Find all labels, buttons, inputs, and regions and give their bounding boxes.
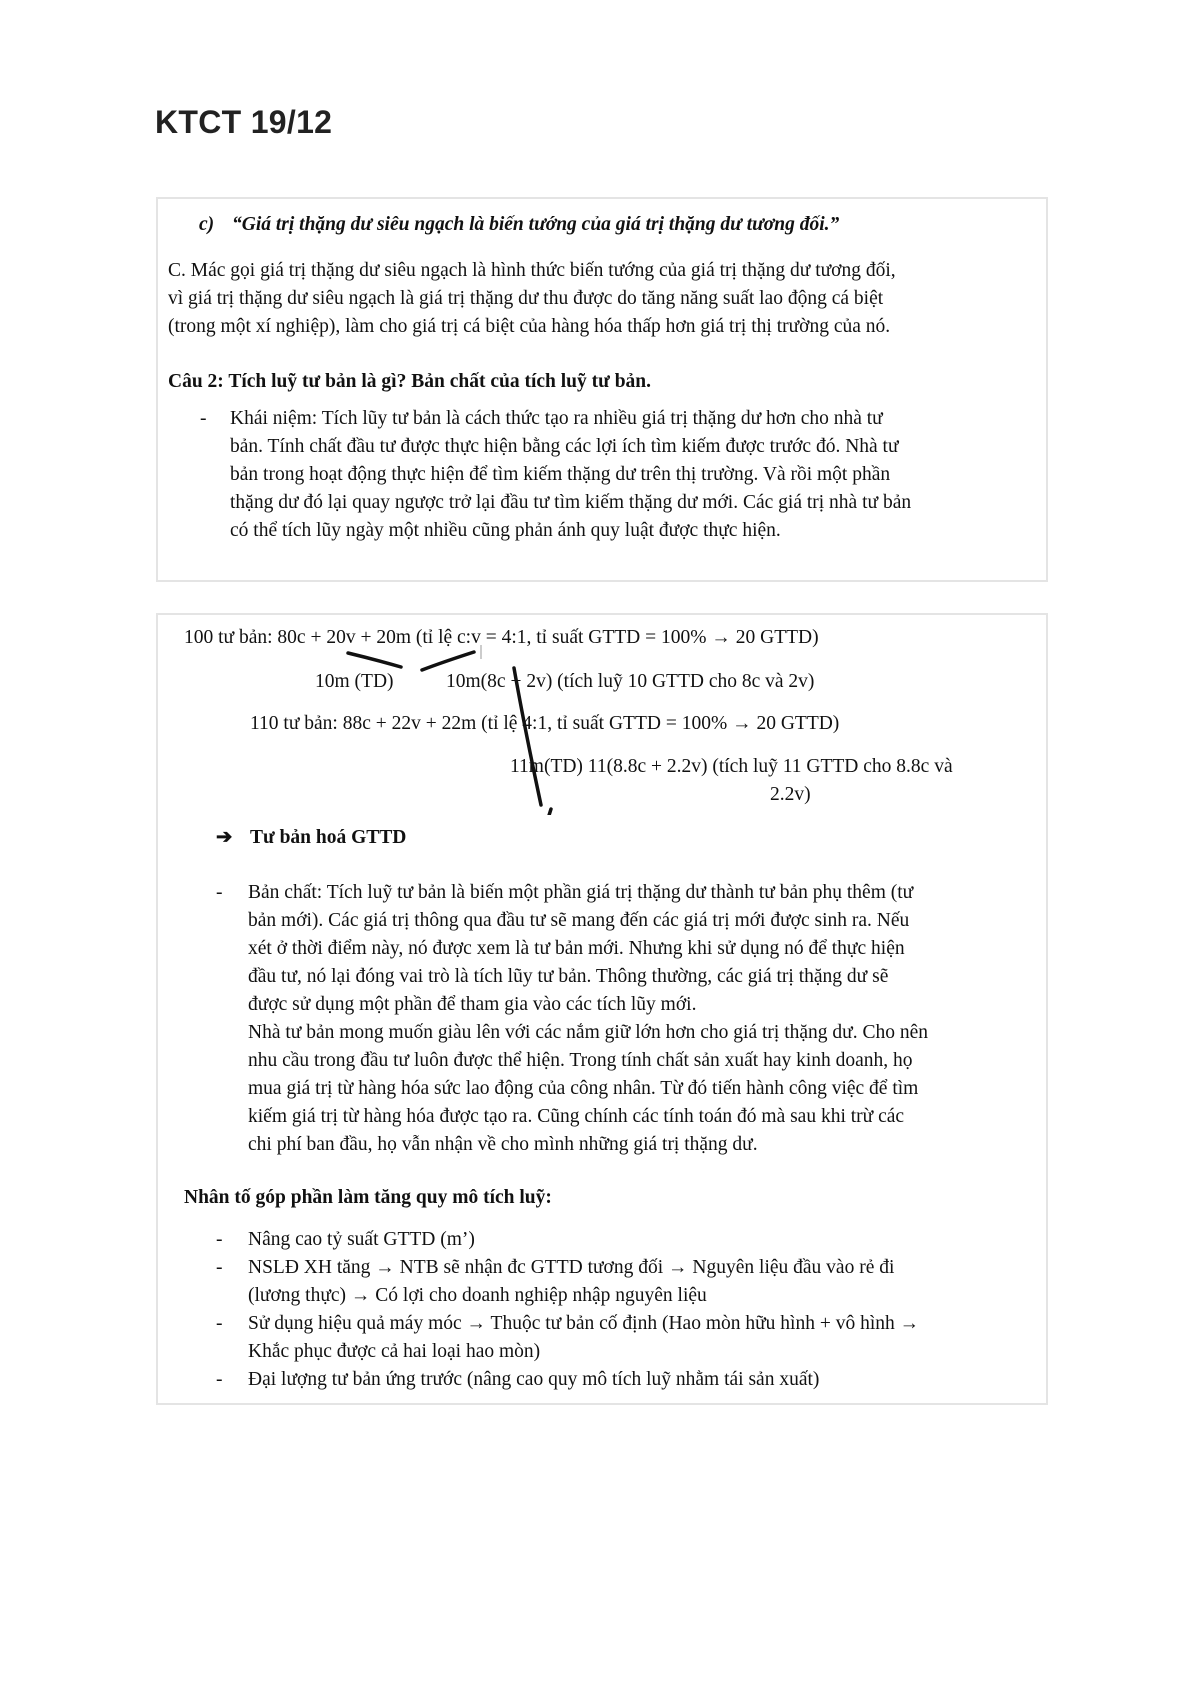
concept-line: Khái niệm: Tích lũy tư bản là cách thức tạo ra nhiều giá trị thặng dư hơn cho nhà tư: [230, 408, 883, 429]
handwritten-annotation: [158, 615, 1050, 815]
essence-line: đầu tư, nó lại đóng vai trò là tích lũy tư bản. Thông thường, các giá trị thặng dư sẽ: [248, 966, 889, 987]
factor-line: NSLĐ XH tăng → NTB sẽ nhận đc GTTD tương đối → Nguyên liệu đầu vào rẻ đi: [248, 1257, 895, 1278]
essence-line: kiếm giá trị từ hàng hóa được tạo ra. Cũng chính các tính toán đó mà sau khi trừ các: [248, 1106, 905, 1127]
page-title: KTCT 19/12: [155, 104, 333, 140]
bullet-dash: -: [216, 1313, 223, 1334]
factor-line: (lương thực) → Có lợi cho doanh nghiệp nhập nguyên liệu: [248, 1285, 707, 1306]
essence-line: Nhà tư bản mong muốn giàu lên với các nắm giữ lớn hơn cho giá trị thặng dư. Cho nên: [248, 1022, 929, 1043]
concept-line: bản. Tính chất đầu tư được thực hiện bằng các lợi ích tìm kiếm được trước đó. Nhà tư: [230, 436, 899, 457]
factors-heading: Nhân tố góp phần làm tăng quy mô tích luỹ:: [184, 1187, 552, 1208]
essence-line: Bản chất: Tích luỹ tư bản là biến một phần giá trị thặng dư thành tư bản phụ thêm (tư: [248, 882, 914, 903]
concept-line: thặng dư đó lại quay ngược trở lại đầu tư tìm kiếm thặng dư mới. Các giá trị nhà tư bản: [230, 492, 912, 513]
concept-line: bản trong hoạt động thực hiện để tìm kiếm thặng dư trên thị trường. Và rồi một phần: [230, 464, 891, 485]
paragraph-line: (trong một xí nghiệp), làm cho giá trị cá biệt của hàng hóa thấp hơn giá trị thị trường của nó.: [168, 316, 891, 337]
essence-line: bản mới). Các giá trị thông qua đầu tư sẽ mang đến các giá trị mới được sinh ra. Nếu: [248, 910, 910, 931]
factor-line: Khắc phục được cả hai loại hao mòn): [248, 1341, 541, 1362]
formula-line: 100 tư bản: 80c + 20v + 20m (tỉ lệ c:v = 4:1, tỉ suất GTTD = 100% → 20 GTTD): [184, 627, 819, 648]
bullet-dash: -: [216, 1229, 223, 1250]
bullet-dash: -: [216, 1369, 223, 1390]
essence-line: được sử dụng một phần để tham gia vào các tích lũy mới.: [248, 994, 697, 1015]
paragraph-line: C. Mác gọi giá trị thặng dư siêu ngạch là hình thức biến tướng của giá trị thặng dư tương đối,: [168, 260, 896, 281]
factor-line: Sử dụng hiệu quả máy móc → Thuộc tư bản cố định (Hao mòn hữu hình + vô hình →: [248, 1313, 920, 1334]
formula-line: 110 tư bản: 88c + 22v + 22m (tỉ lệ 4:1, tỉ suất GTTD = 100% → 20 GTTD): [250, 713, 840, 734]
formula-line: 10m(8c + 2v) (tích luỹ 10 GTTD cho 8c và 2v): [446, 671, 815, 692]
concept-line: có thể tích lũy ngày một nhiều cũng phản ánh quy luật được thực hiện.: [230, 520, 781, 541]
note-card-accumulation: [156, 613, 1048, 1405]
essence-line: mua giá trị từ hàng hóa sức lao động của công nhân. Từ đó tiến hành công việc để tìm: [248, 1078, 919, 1099]
conclusion-text: Tư bản hoá GTTD: [250, 827, 407, 848]
question-heading: Câu 2: Tích luỹ tư bản là gì? Bản chất của tích luỹ tư bản.: [168, 371, 652, 392]
factor-line: Nâng cao tỷ suất GTTD (m’): [248, 1229, 475, 1250]
heading-marker: c): [199, 214, 215, 235]
bullet-dash: -: [200, 408, 207, 429]
bullet-dash: -: [216, 882, 223, 903]
essence-line: nhu cầu trong đầu tư luôn được thể hiện. Trong tính chất sản xuất hay kinh doanh, họ: [248, 1050, 913, 1071]
paragraph-line: vì giá trị thặng dư siêu ngạch là giá trị thặng dư thu được do tăng năng suất lao động cá biệt: [168, 288, 884, 309]
formula-line: 2.2v): [770, 784, 811, 805]
arrow-marker: ➔: [216, 827, 233, 848]
quote-heading: “Giá trị thặng dư siêu ngạch là biến tướng của giá trị thặng dư tương đối.”: [232, 214, 840, 235]
bullet-dash: -: [216, 1257, 223, 1278]
note-card-surplus-value: [156, 197, 1048, 582]
essence-line: xét ở thời điểm này, nó được xem là tư bản mới. Nhưng khi sử dụng nó để thực hiện: [248, 938, 905, 959]
essence-line: chi phí ban đầu, họ vẫn nhận về cho mình những giá trị thặng dư.: [248, 1134, 758, 1155]
factor-line: Đại lượng tư bản ứng trước (nâng cao quy mô tích luỹ nhằm tái sản xuất): [248, 1369, 820, 1390]
formula-line: 11m(TD) 11(8.8c + 2.2v) (tích luỹ 11 GTTD cho 8.8c và: [510, 756, 953, 777]
formula-line: 10m (TD): [315, 671, 394, 692]
